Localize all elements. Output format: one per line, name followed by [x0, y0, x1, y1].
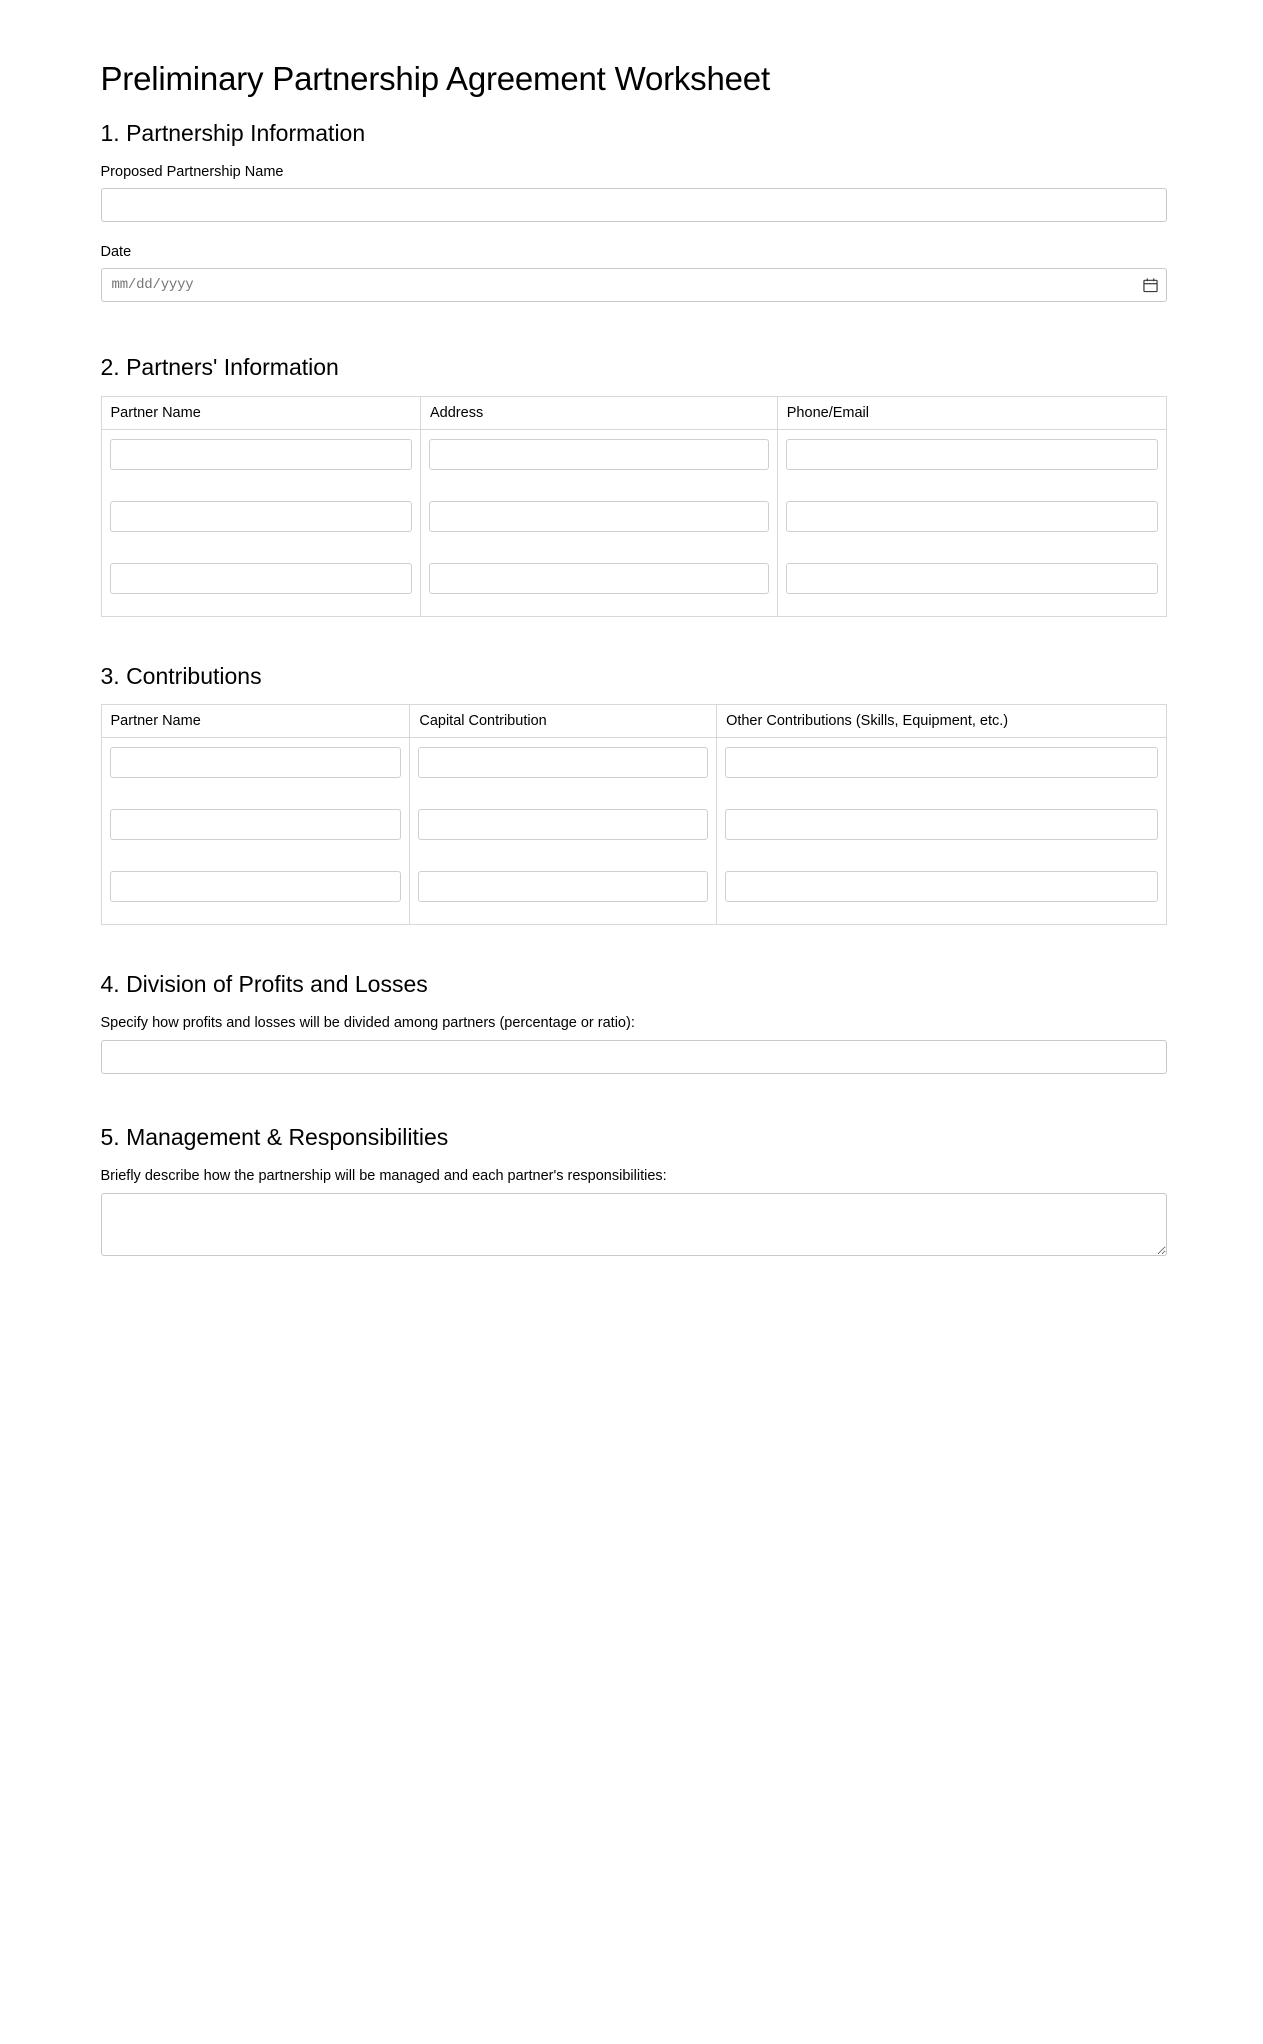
section-partnership-information	[101, 120, 1167, 302]
partnership-name-field-block	[101, 162, 1167, 222]
contrib-partner-name-input-2[interactable]	[110, 809, 402, 840]
cell-address	[421, 429, 778, 492]
section-heading-partners-information: 2. Partners' Information	[100, 354, 339, 381]
date-field-block	[101, 242, 1167, 302]
column-header-partner-name: Partner Name	[101, 705, 410, 738]
cell-partner-name	[101, 800, 410, 862]
address-input-3[interactable]	[429, 563, 769, 594]
column-header-capital-contribution: Capital Contribution	[410, 705, 717, 738]
contributions-table	[101, 704, 1167, 925]
cell-partner-name	[101, 492, 421, 554]
capital-contribution-input-2[interactable]	[418, 809, 708, 840]
cell-capital-contribution	[410, 862, 717, 925]
table-row	[101, 429, 1166, 492]
management-responsibilities-textarea[interactable]	[101, 1193, 1167, 1256]
section-contributions	[101, 663, 1167, 926]
partner-name-input-3[interactable]	[110, 563, 413, 594]
content-container	[97, 60, 1167, 1256]
division-of-profits-input[interactable]	[101, 1040, 1167, 1074]
partners-information-table	[101, 396, 1167, 617]
contrib-partner-name-input-3[interactable]	[110, 871, 402, 902]
capital-contribution-input-3[interactable]	[418, 871, 708, 902]
cell-capital-contribution	[410, 800, 717, 862]
cell-address	[421, 554, 778, 617]
section-division-of-profits	[101, 971, 1167, 1074]
section-heading-partnership-information: 1. Partnership Information	[100, 119, 366, 146]
date-label: Date	[100, 243, 132, 260]
capital-contribution-input-1[interactable]	[418, 747, 708, 778]
table-header-row	[101, 396, 1166, 429]
table-row	[101, 492, 1166, 554]
partner-name-input-1[interactable]	[110, 439, 413, 470]
management-helper-text: Briefly describe how the partnership will be managed and each partner's responsibilities:	[100, 1167, 667, 1184]
other-contributions-input-3[interactable]	[725, 871, 1157, 902]
date-input[interactable]	[101, 268, 1167, 302]
cell-other-contributions	[717, 738, 1166, 801]
date-input-wrapper	[101, 268, 1167, 302]
partnership-name-label: Proposed Partnership Name	[100, 163, 284, 180]
section-heading-management-responsibilities: 5. Management & Responsibilities	[100, 1124, 449, 1151]
other-contributions-input-1[interactable]	[725, 747, 1157, 778]
column-header-phone-email: Phone/Email	[777, 396, 1166, 429]
division-of-profits-helper-text: Specify how profits and losses will be divided among partners (percentage or ratio):	[100, 1014, 635, 1031]
cell-partner-name	[101, 429, 421, 492]
cell-capital-contribution	[410, 738, 717, 801]
cell-other-contributions	[717, 862, 1166, 925]
cell-partner-name	[101, 554, 421, 617]
page-title: Preliminary Partnership Agreement Worksheet	[100, 60, 770, 97]
section-heading-division-of-profits: 4. Division of Profits and Losses	[100, 971, 428, 998]
other-contributions-input-2[interactable]	[725, 809, 1157, 840]
column-header-address: Address	[421, 396, 778, 429]
cell-phone-email	[777, 554, 1166, 617]
table-row	[101, 738, 1166, 801]
table-row	[101, 554, 1166, 617]
phone-email-input-1[interactable]	[786, 439, 1158, 470]
cell-partner-name	[101, 862, 410, 925]
partner-name-input-2[interactable]	[110, 501, 413, 532]
table-row	[101, 862, 1166, 925]
section-partners-information	[101, 354, 1167, 617]
cell-address	[421, 492, 778, 554]
table-row	[101, 800, 1166, 862]
cell-other-contributions	[717, 800, 1166, 862]
cell-phone-email	[777, 429, 1166, 492]
section-management-responsibilities	[101, 1124, 1167, 1256]
contrib-partner-name-input-1[interactable]	[110, 747, 402, 778]
address-input-2[interactable]	[429, 501, 769, 532]
cell-partner-name	[101, 738, 410, 801]
cell-phone-email	[777, 492, 1166, 554]
column-header-partner-name: Partner Name	[101, 396, 421, 429]
table-header-row	[101, 705, 1166, 738]
address-input-1[interactable]	[429, 439, 769, 470]
phone-email-input-2[interactable]	[786, 501, 1158, 532]
phone-email-input-3[interactable]	[786, 563, 1158, 594]
section-heading-contributions: 3. Contributions	[100, 662, 262, 689]
partnership-name-input[interactable]	[101, 188, 1167, 222]
column-header-other-contributions: Other Contributions (Skills, Equipment, etc.)	[717, 705, 1166, 738]
